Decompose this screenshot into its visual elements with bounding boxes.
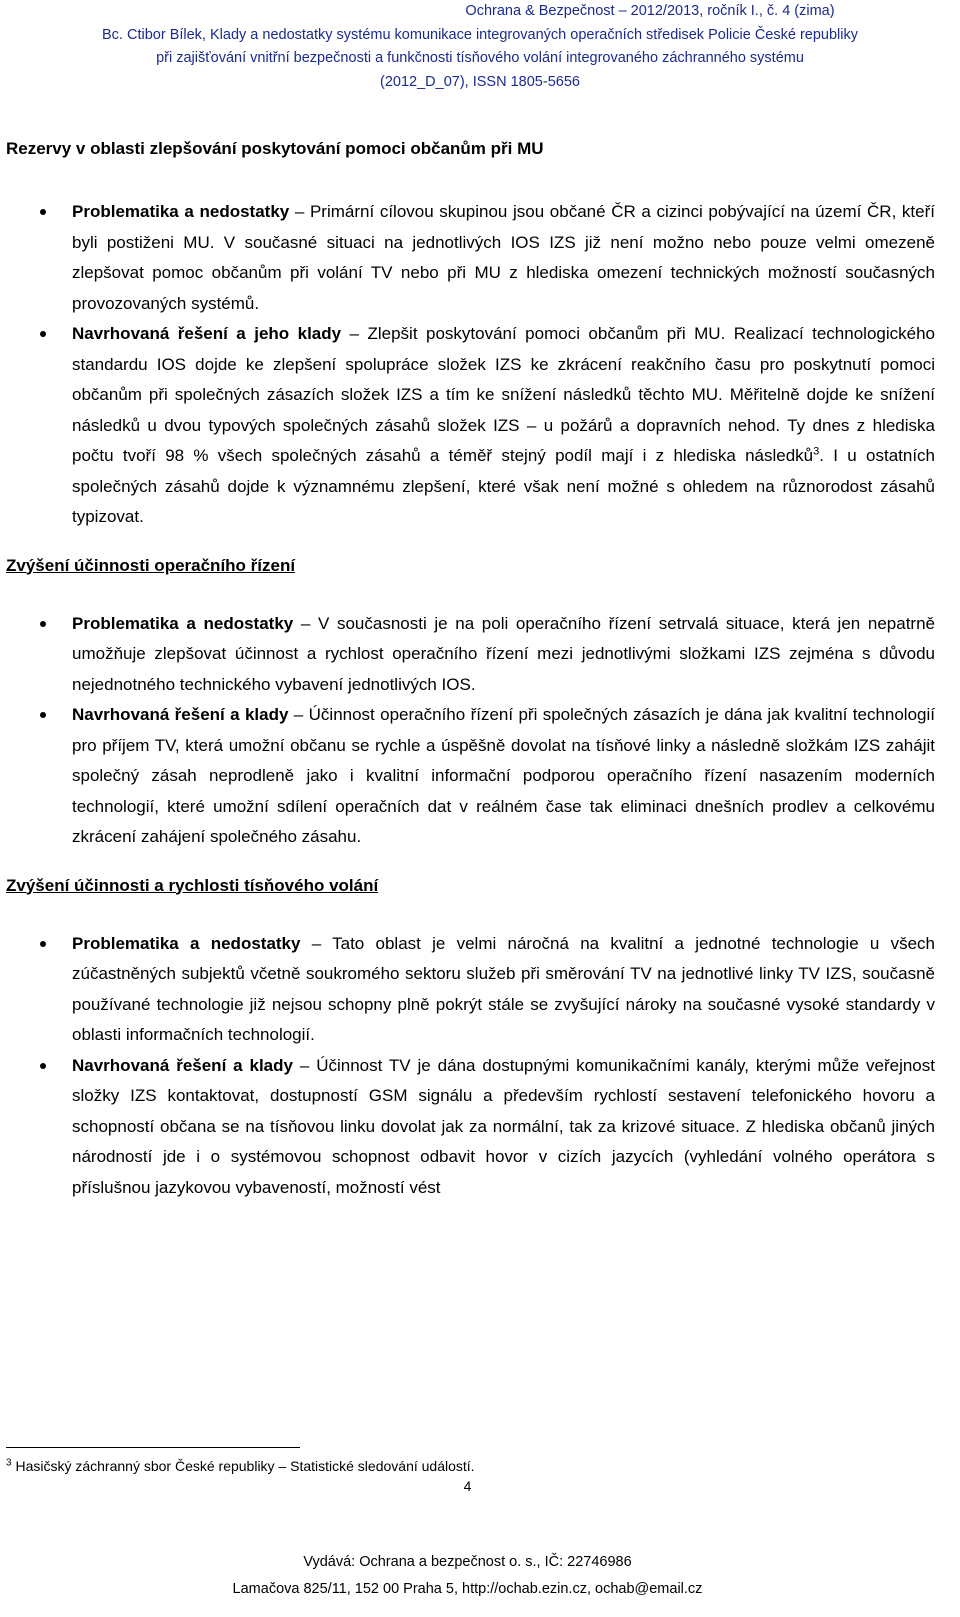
section-heading-tisnove-volani: Zvýšení účinnosti a rychlosti tísňového volání: [6, 875, 379, 895]
item-text: Účinnost operačního řízení při společných zásazích je dána jak kvalitní technologií pro příjem TV, která umožní občanu se rychle a úspěšně dovolat na tísňové linky a následně složkám IZS zahájit společný zásah neprodleně jako i kvalitní informační podporou operačního řízení nasazením moderních technologií, které umožní sdílení operačních dat v reálném čase tak eliminaci dnešních prodlev a celkovému zkrácení zahájení společného zásahu.: [72, 705, 935, 846]
item-lead: Navrhovaná řešení a klady: [72, 1055, 293, 1075]
item-lead: Navrhovaná řešení a klady: [72, 705, 289, 724]
item-text: Tato oblast je velmi náročná na kvalitní a jednotné technologie u všech zúčastněných subjektů včetně soukromého sektoru služeb při směrování TV na jednotlivé linky TV IZS, současně používané technologie již nejsou schopny plně pokrýt stále se zvyšující nároky na současné vysoké standardy v oblasti informačních technologií.: [72, 933, 936, 1044]
item-text: Primární cílovou skupinou jsou občané ČR a cizinci pobývající na území ČR, kteří byli postiženi MU. V současné situaci na jednotlivých IOS IZS již není možno nebo pouze velmi omezeně zlepšovat pomoc občanům při volání TV nebo při MU z hlediska omezení technických možností současných provozovaných systémů.: [72, 202, 935, 313]
item-text: V současnosti je na poli operačního řízení setrvalá situace, která jen nepatrně umožňuje zlepšovat účinnost a rychlost operačního řízení mezi jednotlivými složkami IZS zejména s důvodu nejednotného technického vybavení jednotlivých IOS.: [72, 613, 935, 694]
list-item: Navrhovaná řešení a klady – Účinnost operačního řízení při společných zásazích je dána jak kvalitní technologií pro příjem TV, která umožní občanu se rychle a úspěšně dovolat na tísňové linky a následně složkám IZS zahájit společný zásah neprodleně jako i kvalitní informační podporou operačního řízení nasazením moderních technologií, které umožní sdílení operačních dat v reálném čase tak eliminaci dnešních prodlev a celkovému zkrácení zahájení společného zásahu.: [0, 700, 935, 853]
page-footer: [0, 1549, 935, 1603]
item-text-continued: . I u ostatních společných zásahů dojde k významnému zlepšení, které však není možné s ohledem na různorodost zásahů typizovat.: [72, 446, 936, 526]
item-text: Účinnost TV je dána dostupnými komunikačními kanály, kterými může veřejnost složky IZS kontaktovat, dostupností GSM signálu a především rychlostí sestavení telefonického hovoru a schopností občana se na tísňovou linku dovolat jak za normální, tak za krizové situace. Z hlediska občanů jiných národností jde i o systémovou schopnost odbavit hovor v cizích jazycích (vyhledání volného operátora s příslušnou jazykovou vybaveností, možností vést: [72, 1055, 935, 1197]
footnote-text: Hasičský záchranný sbor České republiky – Statistické sledování událostí.: [15, 1458, 475, 1474]
article-title-continuation: při zajišťování vnitřní bezpečnosti a funkčnosti tísňového volání integrovaného záchranného systému: [156, 50, 804, 66]
item-lead: Problematika a nedostatky: [72, 933, 301, 953]
footnote-number: 3: [6, 1457, 12, 1469]
item-lead: Problematika a nedostatky: [72, 202, 290, 221]
publisher-address-line: Lamačova 825/11, 152 00 Praha 5, http://ochab.ezin.cz, ochab@email.cz: [232, 1581, 703, 1597]
list-item: Problematika a nedostatky – Tato oblast je velmi náročná na kvalitní a jednotné technologie u všech zúčastněných subjektů včetně soukromého sektoru služeb při směrování TV na jednotlivé linky TV IZS, současně používané technologie již nejsou schopny plně pokrýt stále se zvyšující nároky na současné vysoké standardy v oblasti informačních technologií.: [0, 929, 935, 1051]
footnote-ref: 3: [813, 445, 820, 458]
footnote: [6, 1456, 475, 1476]
item-text: Zlepšit poskytování pomoci občanům při MU. Realizací technologického standardu IOS dojde ke zlepšení spolupráce složek IZS ke zkrácení reakčního času pro poskytnutí pomoci občanům při společných zásazích složek IZS a tím ke snížení následků těchto MU. Měřitelně dojde ke snížení následků u dvou typových společných zásahů složek IZS – u požárů a dopravních nehod. Ty dnes z hlediska počtu tvoří 98 % všech společných zásahů a téměř stejný podíl mají i z hlediska následků: [72, 324, 936, 465]
article-author-title-line: Bc. Ctibor Bílek, Klady a nedostatky systému komunikace integrovaných operačních středisek Policie České republiky: [102, 26, 858, 43]
section-list: [0, 197, 935, 533]
list-item: Problematika a nedostatky – Primární cílovou skupinou jsou občané ČR a cizinci pobývající na území ČR, kteří byli postiženi MU. V současné situaci na jednotlivých IOS IZS již není možno nebo pouze velmi omezeně zlepšovat pomoc občanům při volání TV nebo při MU z hlediska omezení technických možností současných provozovaných systémů.: [0, 197, 935, 319]
list-item: Navrhovaná řešení a jeho klady – Zlepšit poskytování pomoci občanům při MU. Realizací technologického standardu IOS dojde ke zlepšení spolupráce složek IZS ke zkrácení reakčního času pro poskytnutí pomoci občanům při společných zásazích složek IZS a tím ke snížení následků těchto MU. Měřitelně dojde ke snížení následků u dvou typových společných zásahů složek IZS – u požárů a dopravních nehod. Ty dnes z hlediska počtu tvoří 98 % všech společných zásahů a téměř stejný podíl mají i z hlediska následků$^3$. I u ostatních společných zásahů dojde k významnému zlepšení, které však není možné s ohledem na různorodost zásahů typizovat.: [0, 319, 935, 533]
section-heading-rezervy: Rezervy v oblasti zlepšování poskytování pomoci občanům při MU: [6, 139, 544, 158]
article-body: [0, 136, 935, 1203]
footnote-separator: [6, 1447, 300, 1448]
list-item: Navrhovaná řešení a klady – Účinnost TV je dána dostupnými komunikačními kanály, kterými může veřejnost složky IZS kontaktovat, dostupností GSM signálu a především rychlostí sestavení telefonického hovoru a schopností občana se na tísňovou linku dovolat jak za normální, tak za krizové situace. Z hlediska občanů jiných národností jde i o systémovou schopnost odbavit hovor v cizích jazycích (vyhledání volného operátora s příslušnou jazykovou vybaveností, možností vést: [0, 1051, 935, 1204]
page-number: 4: [463, 1478, 472, 1494]
publisher-line: Vydává: Ochrana a bezpečnost o. s., IČ: 22746986: [303, 1554, 632, 1570]
journal-issue-line: Ochrana & Bezpečnost – 2012/2013, ročník I., č. 4 (zima): [465, 3, 835, 19]
section-list: [0, 609, 935, 853]
section-heading-operacni-rizeni: Zvýšení účinnosti operačního řízení: [6, 555, 296, 575]
section-list: [0, 929, 935, 1204]
page-header: [0, 0, 960, 94]
issn-line: (2012_D_07), ISSN 1805-5656: [380, 73, 580, 90]
item-lead: Problematika a nedostatky: [72, 613, 294, 633]
item-lead: Navrhovaná řešení a jeho klady: [72, 324, 342, 343]
list-item: Problematika a nedostatky – V současnosti je na poli operačního řízení setrvalá situace, která jen nepatrně umožňuje zlepšovat účinnost a rychlost operačního řízení mezi jednotlivými složkami IZS zejména s důvodu nejednotného technického vybavení jednotlivých IOS.: [0, 609, 935, 701]
